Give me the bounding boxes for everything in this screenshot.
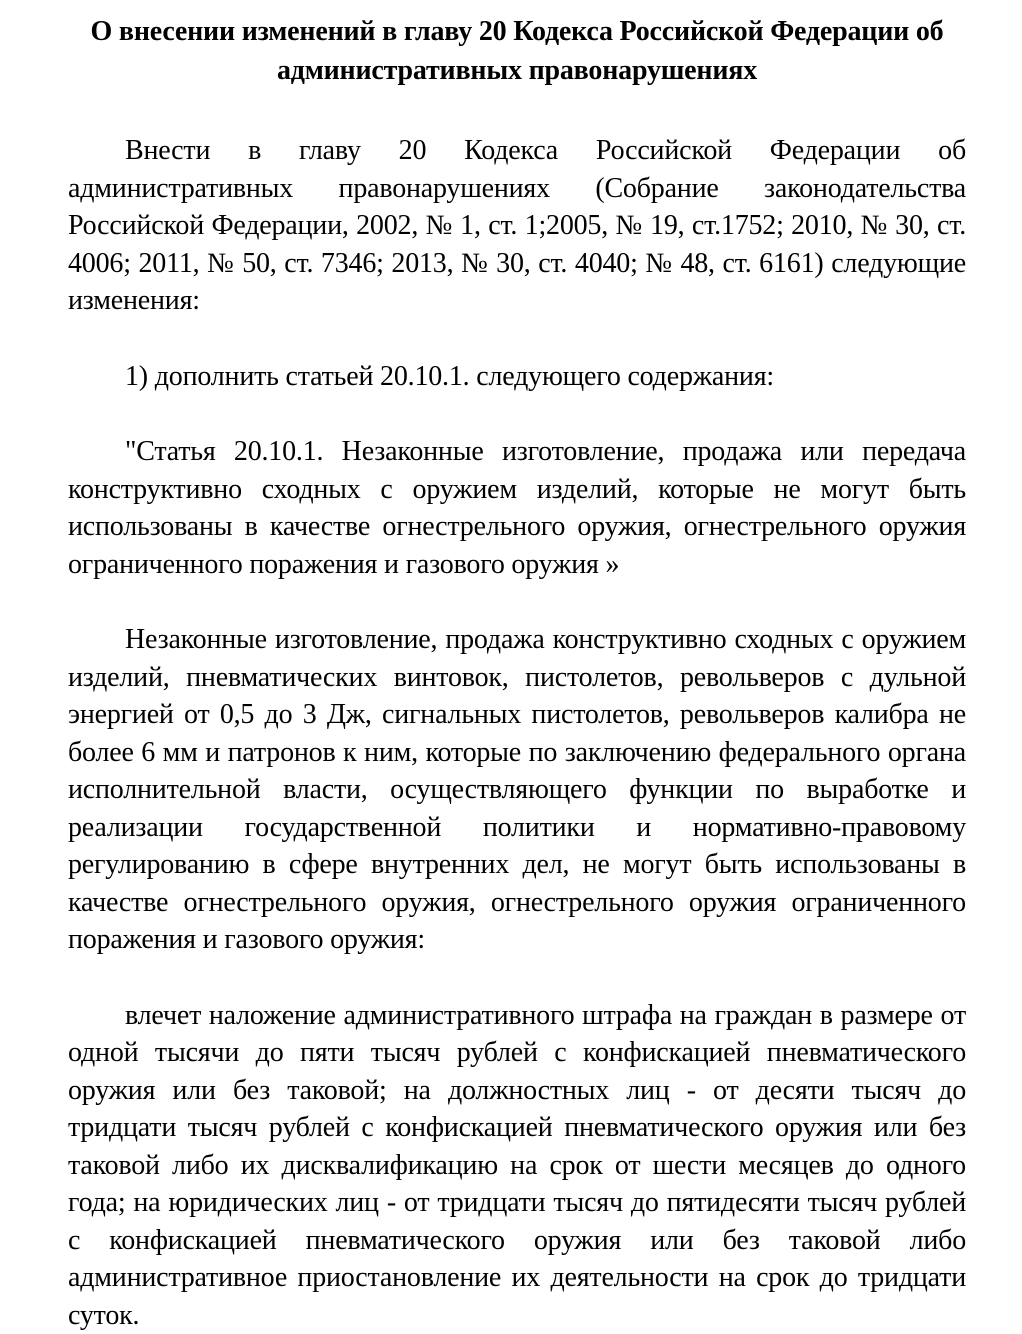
document-title: О внесении изменений в главу 20 Кодекса Российской Федерации об административных правонарушениях — [68, 12, 966, 90]
paragraph-offense-description: Незаконные изготовление, продажа конструктивно сходных с оружием изделий, пневматических винтовок, пистолетов, револьверов с дульной энергией от 0,5 до 3 Дж, сигнальных пистолетов, револьверов калибра не более 6 мм и патронов к ним, которые по заключению федерального органа исполнительной власти, осуществляющего функции по выработке и реализации государственной политики и нормативно-правовому регулированию в сфере внутренних дел, не могут быть использованы в качестве огнестрельного оружия, огнестрельного оружия ограниченного поражения и газового оружия: — [68, 621, 966, 959]
paragraph-amendment-item-1: 1) дополнить статьей 20.10.1. следующего содержания: — [68, 358, 966, 396]
paragraph-article-20-10-1-heading: "Статья 20.10.1. Незаконные изготовление, продажа или передача конструктивно сходных с оружием изделий, которые не могут быть использованы в качестве огнестрельного оружия, огнестрельного оружия ограниченного поражения и газового оружия » — [68, 433, 966, 583]
paragraph-sanctions: влечет наложение административного штрафа на граждан в размере от одной тысячи до пяти тысяч рублей с конфискацией пневматического оружия или без таковой; на должностных лиц - от десяти тысяч до тридцати тысяч рублей с конфискацией пневматического оружия или без таковой либо их дисквалификацию на срок от шести месяцев до одного года; на юридических лиц - от тридцати тысяч до пятидесяти тысяч рублей с конфискацией пневматического оружия или без таковой либо административное приостановление их деятельности на срок до тридцати суток. — [68, 997, 966, 1334]
paragraph-amendment-intro: Внести в главу 20 Кодекса Российской Федерации об административных правонарушениях (Собрание законодательства Российской Федерации, 2002, № 1, ст. 1;2005, № 19, ст.1752; 2010, № 30, ст. 4006; 2011, № 50, ст. 7346; 2013, № 30, ст. 4040; № 48, ст. 6161) следующие изменения: — [68, 132, 966, 320]
